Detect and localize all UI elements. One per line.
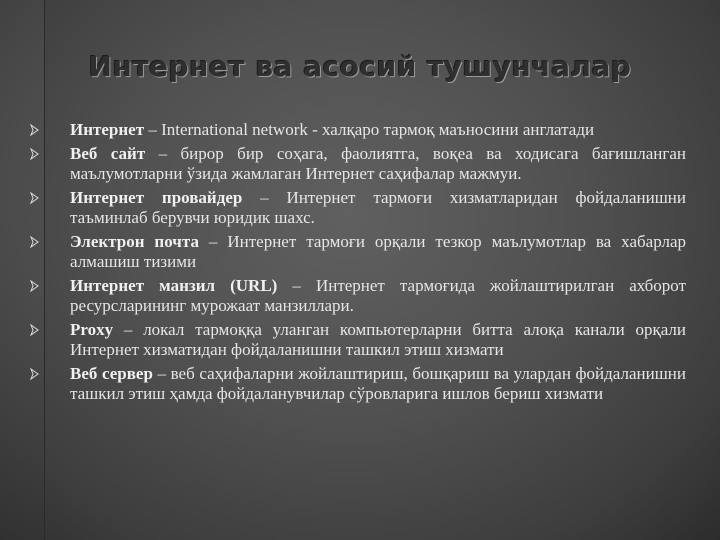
- arrow-bullet-icon: [30, 368, 40, 380]
- arrow-bullet-icon: [30, 324, 40, 336]
- item-term: Интернет: [70, 120, 145, 139]
- list-item: [70, 320, 686, 360]
- item-text: – локал тармоққа уланган компьютерларни битта алоқа канали орқали Интернет хизматидан фойдаланишни ташкил этиш хизмати: [70, 320, 686, 359]
- item-term: Интернет провайдер: [70, 188, 243, 207]
- list-item: [70, 276, 686, 316]
- list-item: [70, 120, 686, 140]
- arrow-bullet-icon: [30, 280, 40, 292]
- list-item: [70, 232, 686, 272]
- item-term: Веб сайт: [70, 144, 146, 163]
- arrow-bullet-icon: [30, 148, 40, 160]
- item-text: – Интернет тармоғи хизматларидан фойдаланишни таъминлаб берувчи юридик шахс.: [70, 188, 686, 227]
- list-item: [70, 188, 686, 228]
- list-item: [70, 144, 686, 184]
- item-text: – веб саҳифаларни жойлаштириш, бошқариш ва улардан фойдаланишни ташкил этиш ҳамда фойдаланувчилар сўровларига ишлов бериш хизмати: [70, 364, 686, 403]
- item-term: Веб сервер: [70, 364, 153, 383]
- item-term: Электрон почта: [70, 232, 199, 251]
- arrow-bullet-icon: [30, 192, 40, 204]
- item-term: Интернет манзил (URL): [70, 276, 278, 295]
- list-item: [70, 364, 686, 404]
- item-text: – Интернет тармоғи орқали тезкор маълумотлар ва хабарлар алмашиш тизими: [70, 232, 686, 271]
- item-text: – International network - халқаро тармоқ маъносини англатади: [144, 120, 595, 139]
- bullet-list: [70, 120, 686, 408]
- arrow-bullet-icon: [30, 236, 40, 248]
- arrow-bullet-icon: [30, 124, 40, 136]
- item-term: Proxy: [70, 320, 114, 339]
- item-text: – бирор бир соҳага, фаолиятга, воқеа ва ходисага бағишланган маълумотларни ўзида жамлаган Интернет саҳифалар мажмуи.: [70, 144, 686, 183]
- slide-title: Интернет ва асосий тушунчалар: [88, 50, 632, 83]
- item-text: – Интернет тармоғида жойлаштирилган ахборот ресурсларининг мурожаат манзиллари.: [70, 276, 687, 315]
